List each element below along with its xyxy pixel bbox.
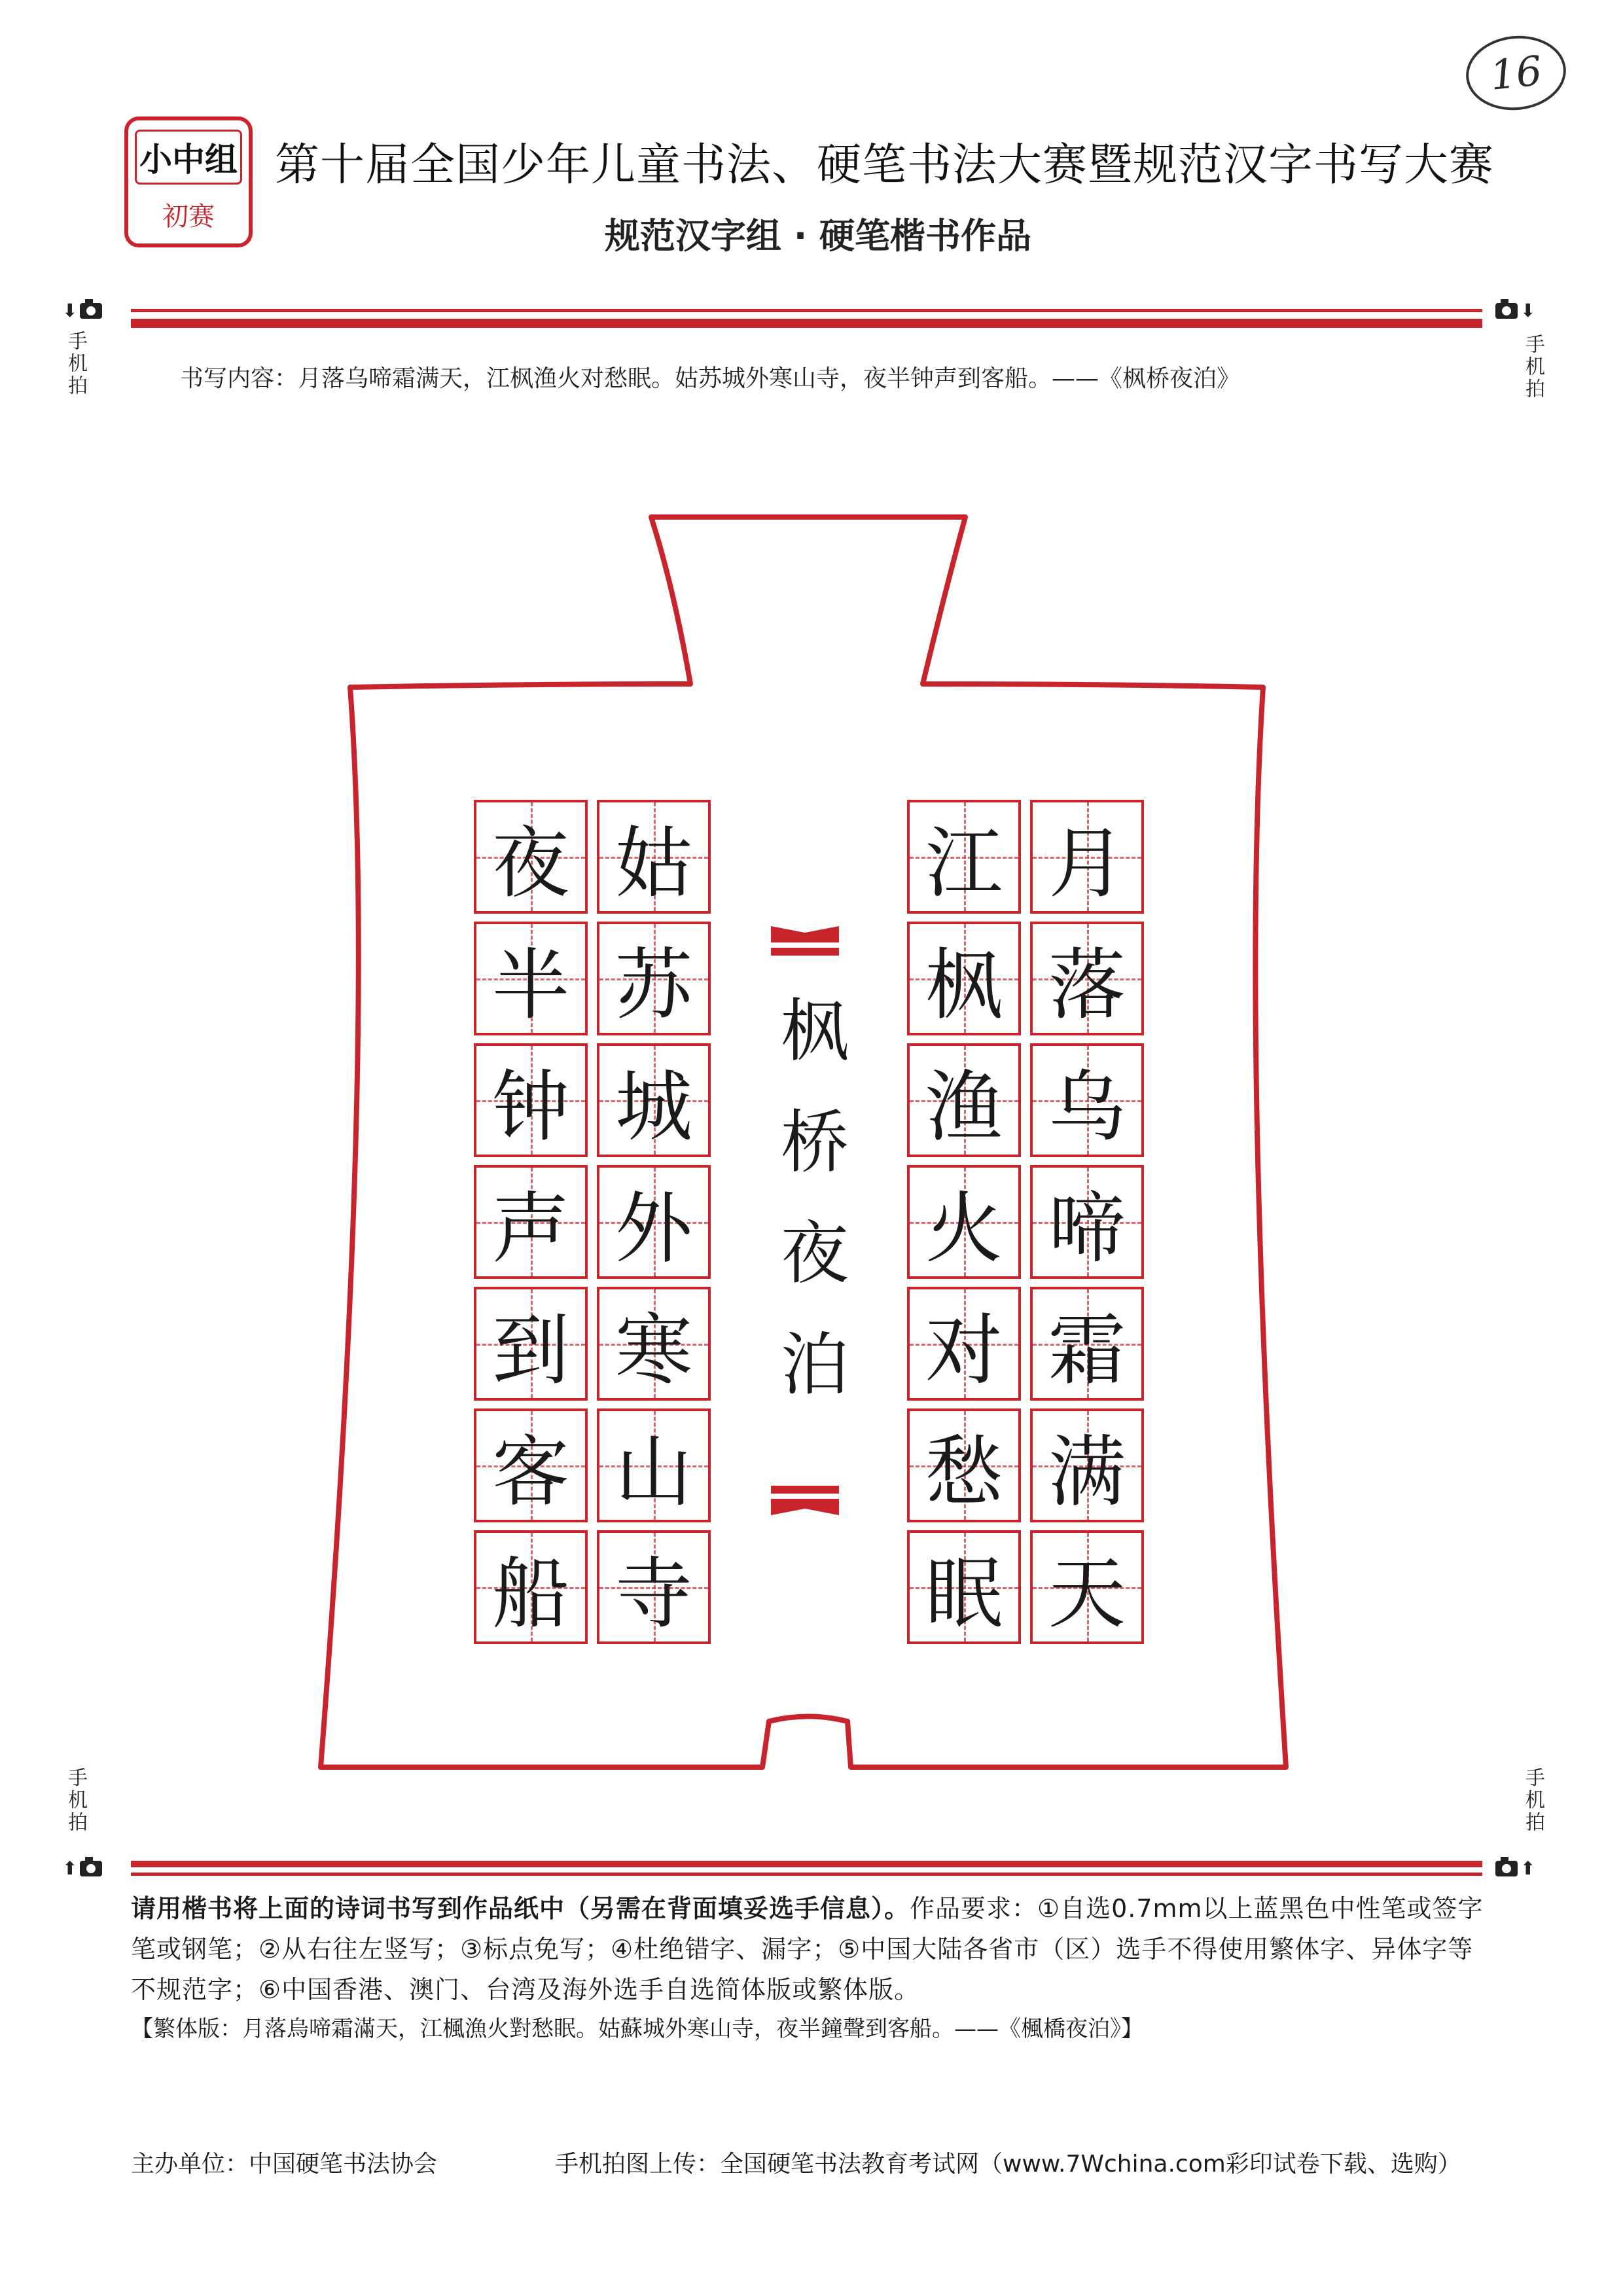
page-number-text: 16 (1488, 46, 1544, 99)
grid-cell: 乌 (1030, 1043, 1144, 1157)
ribbon-top (771, 926, 839, 956)
ribbon-bottom (771, 1486, 839, 1515)
grid-cell: 客 (474, 1408, 588, 1522)
camera-icon (1495, 1861, 1518, 1876)
grid-cell: 落 (1030, 922, 1144, 1035)
page-title: 第十届全国少年儿童书法、硬笔书法大赛暨规范汉字书写大赛 (275, 139, 1495, 191)
bottom-left-phone-label (62, 1767, 88, 1834)
grid-cell: 对 (907, 1287, 1021, 1401)
instructions-lead: 请用楷书将上面的诗词书写到作品纸中（另需在背面填妥选手信息）。 (131, 1894, 910, 1923)
grid-cell: 天 (1030, 1530, 1144, 1644)
grid-cell: 船 (474, 1530, 588, 1644)
grid-cell: 火 (907, 1165, 1021, 1279)
grid-cell: 半 (474, 922, 588, 1035)
instructions-requirements: 作品要求：①自选0.7mm以上蓝黑色中性笔或签字笔或钢笔；②从右往左竖写；③标点免写；④杜绝错字、漏字；⑤中国大陆各省市（区）选手不得使用繁体字、异体字等不规范字；⑥中国香港、澳门、台湾及海外选手自选简体版或繁体版。 (131, 1894, 1484, 2004)
grid-cell: 山 (597, 1408, 711, 1522)
grid-cell: 月 (1030, 800, 1144, 914)
footer-upload-info: 手机拍图上传：全国硬笔书法教育考试网（www.7Wchina.com彩印试卷下载、选购） (555, 2151, 1461, 2178)
down-arrow-icon: ⬇ (1520, 300, 1536, 321)
traditional-version-line: 【繁体版：月落烏啼霜滿天，江楓漁火對愁眠。姑蘇城外寒山寺，夜半鐘聲到客船。——《楓橋夜泊》】 (131, 2016, 1143, 2042)
bottom-rule (131, 1861, 1482, 1876)
footer-organizer: 主办单位：中国硬笔书法协会 (131, 2151, 438, 2178)
phone-photo-label: 手机拍 (64, 1767, 87, 1834)
bottom-right-camera-marker (1495, 1857, 1535, 1879)
grid-cell: 寒 (597, 1287, 711, 1401)
poem-title-char: 夜 (780, 1213, 849, 1293)
grid-cell: 寺 (597, 1530, 711, 1644)
grid-cell: 满 (1030, 1408, 1144, 1522)
up-arrow-icon: ⬆ (1520, 1857, 1536, 1879)
badge-group: 小中组 (135, 130, 242, 185)
bottom-right-phone-label (1520, 1767, 1546, 1834)
instructions-block (131, 1888, 1486, 2010)
badge-stage: 初赛 (162, 201, 215, 232)
grid-cell: 眠 (907, 1530, 1021, 1644)
up-arrow-icon: ⬆ (62, 1857, 78, 1879)
grid-cell: 枫 (907, 922, 1021, 1035)
grid-cell: 啼 (1030, 1165, 1144, 1279)
poem-title-char: 桥 (780, 1102, 849, 1182)
grid-cell: 到 (474, 1287, 588, 1401)
poem-title-char: 泊 (780, 1325, 849, 1405)
grid-cell: 渔 (907, 1043, 1021, 1157)
bottom-left-camera-marker (62, 1857, 102, 1879)
grid-cell: 姑 (597, 800, 711, 914)
phone-photo-label: 手机拍 (1522, 334, 1544, 401)
poem-title-char: 枫 (780, 991, 849, 1071)
grid-cell: 夜 (474, 800, 588, 914)
page-subtitle: 规范汉字组 · 硬笔楷书作品 (604, 215, 1032, 257)
grid-cell: 愁 (907, 1408, 1021, 1522)
camera-icon (80, 1861, 102, 1876)
grid-cell: 声 (474, 1165, 588, 1279)
grid-cell: 钟 (474, 1043, 588, 1157)
grid-cell: 城 (597, 1043, 711, 1157)
down-arrow-icon: ⬇ (62, 300, 78, 321)
poem-title-column (772, 975, 857, 1420)
phone-photo-label: 手机拍 (64, 331, 87, 397)
writing-content-line: 书写内容：月落乌啼霜满天，江枫渔火对愁眠。姑苏城外寒山寺，夜半钟声到客船。——《枫桥夜泊》 (180, 365, 1241, 392)
grid-cell: 霜 (1030, 1287, 1144, 1401)
phone-photo-label: 手机拍 (1522, 1767, 1544, 1834)
grid-cell: 外 (597, 1165, 711, 1279)
grid-cell: 苏 (597, 922, 711, 1035)
grid-cell: 江 (907, 800, 1021, 914)
